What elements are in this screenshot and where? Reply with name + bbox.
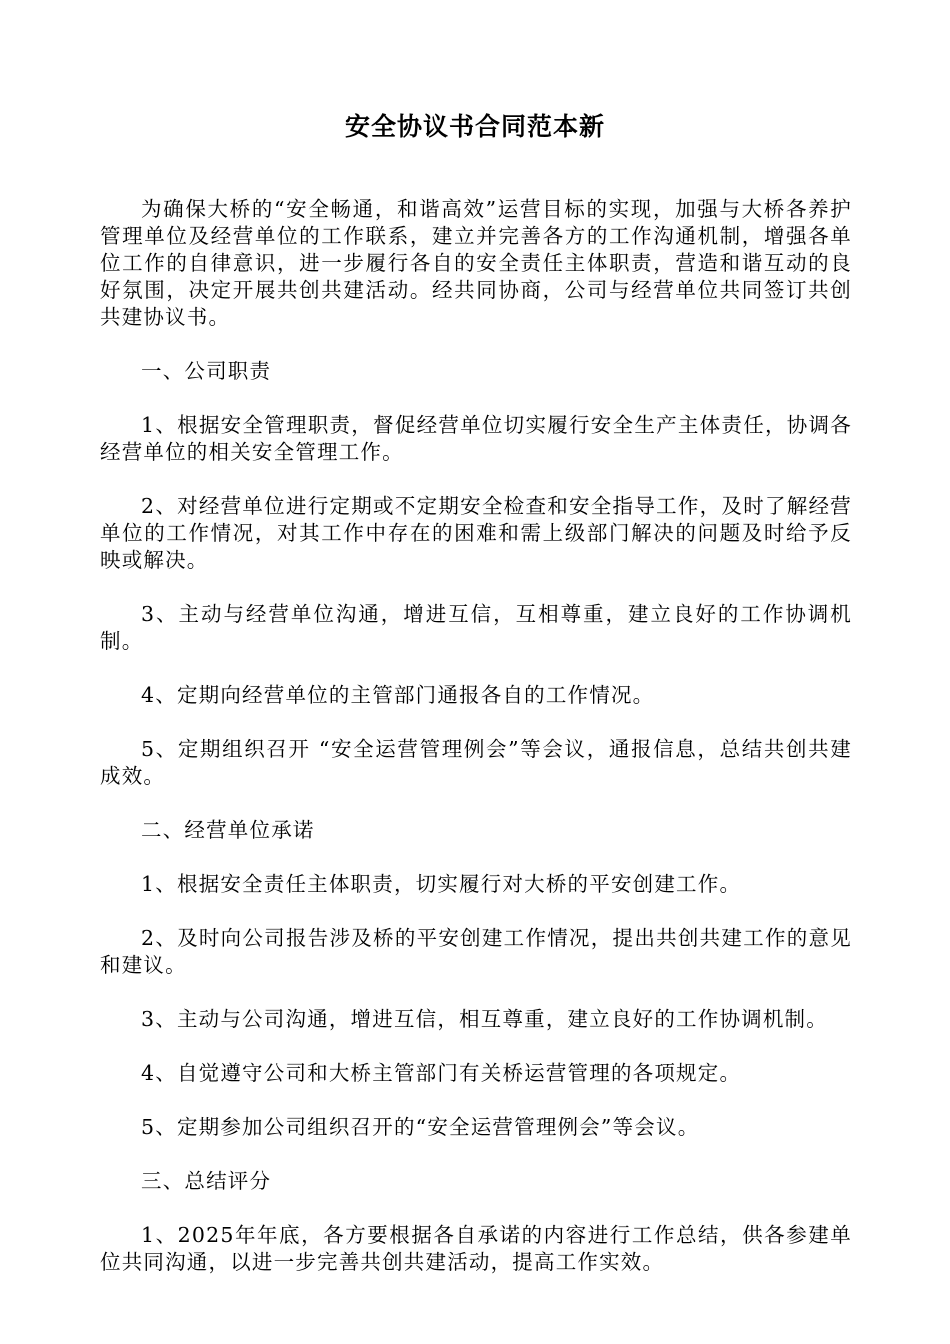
summary-item-1: 1、2025年年底，各方要根据各自承诺的内容进行工作总结，供各参建单位共同沟通，以进一步完善共创共建活动，提高工作实效。 bbox=[100, 1223, 852, 1274]
document-title: 安全协议书合同范本新 bbox=[344, 112, 605, 141]
company-duty-2: 2、对经营单位进行定期或不定期安全检查和安全指导工作，及时了解经营单位的工作情况，对其工作中存在的困难和需上级部门解决的问题及时给予反映或解决。 bbox=[100, 494, 852, 572]
section-heading-unit-commitments: 二、经营单位承诺 bbox=[141, 818, 315, 842]
section-heading-summary: 三、总结评分 bbox=[141, 1169, 272, 1193]
intro-paragraph: 为确保大桥的“安全畅通，和谐高效”运营目标的实现，加强与大桥各养护管理单位及经营单位的工作联系，建立并完善各方的工作沟通机制，增强各单位工作的自律意识，进一步履行各自的安全责任主体职责，营造和谐互动的良好氛围，决定开展共创共建活动。经共同协商，公司与经营单位共同签订共创共建协议书。 bbox=[100, 197, 852, 329]
company-duty-3: 3、主动与经营单位沟通，增进互信，互相尊重，建立良好的工作协调机制。 bbox=[100, 602, 852, 653]
unit-commitment-4: 4、自觉遵守公司和大桥主管部门有关桥运营管理的各项规定。 bbox=[141, 1061, 742, 1085]
unit-commitment-1: 1、根据安全责任主体职责，切实履行对大桥的平安创建工作。 bbox=[141, 872, 742, 896]
company-duty-1: 1、根据安全管理职责，督促经营单位切实履行安全生产主体责任，协调各经营单位的相关安全管理工作。 bbox=[100, 413, 852, 464]
section-heading-company-duties: 一、公司职责 bbox=[141, 359, 272, 383]
unit-commitment-5: 5、定期参加公司组织召开的“安全运营管理例会”等会议。 bbox=[141, 1115, 700, 1139]
company-duty-5: 5、定期组织召开 “安全运营管理例会”等会议，通报信息，总结共创共建成效。 bbox=[100, 737, 852, 788]
unit-commitment-3: 3、主动与公司沟通，增进互信，相互尊重，建立良好的工作协调机制。 bbox=[141, 1007, 828, 1031]
document-body bbox=[100, 196, 852, 1303]
company-duty-4: 4、定期向经营单位的主管部门通报各自的工作情况。 bbox=[141, 683, 655, 707]
unit-commitment-2: 2、及时向公司报告涉及桥的平安创建工作情况，提出共创共建工作的意见和建议。 bbox=[100, 926, 852, 977]
